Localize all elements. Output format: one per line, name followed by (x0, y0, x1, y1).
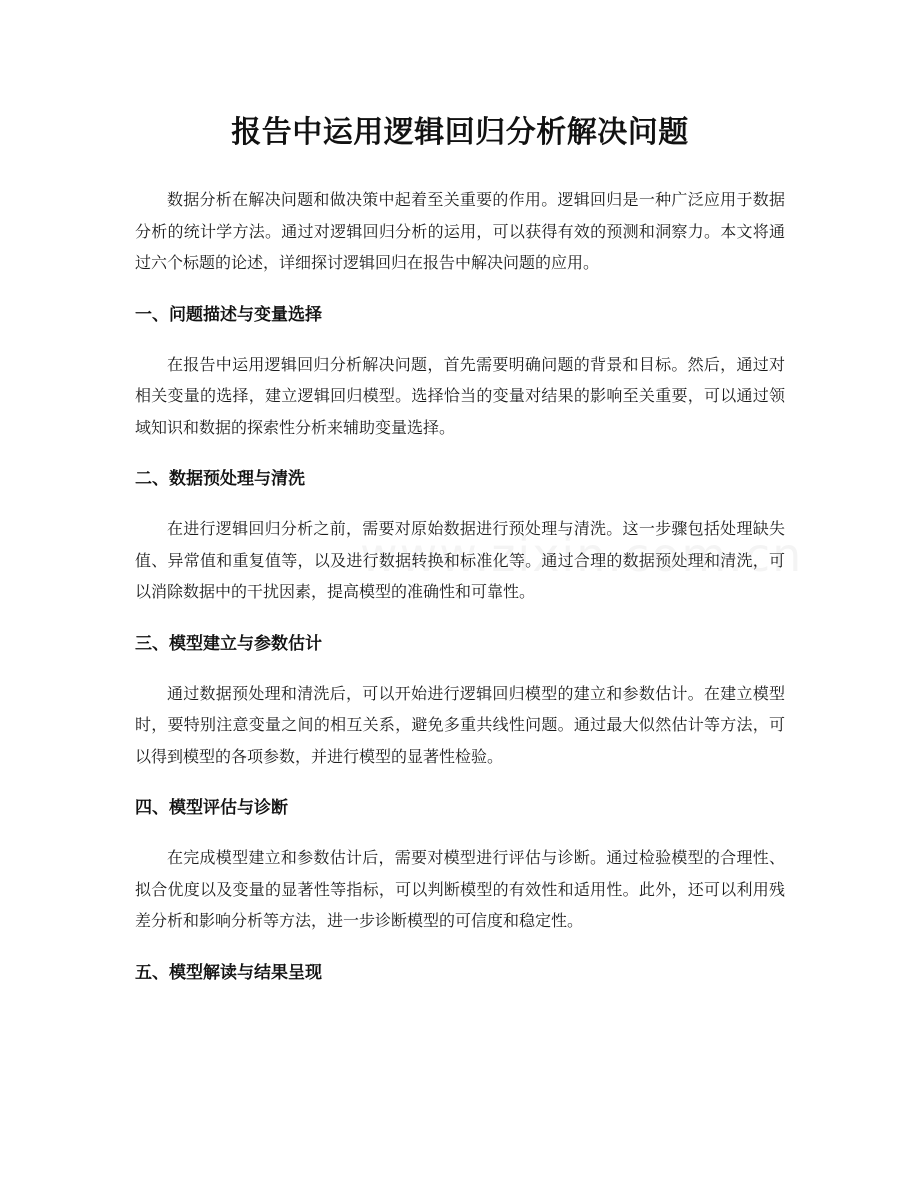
section-2 (135, 467, 785, 608)
section-body: 在完成模型建立和参数估计后，需要对模型进行评估与诊断。通过检验模型的合理性、拟合优度以及变量的显著性等指标，可以判断模型的有效性和适用性。此外，还可以利用残差分析和影响分析等方法，进一步诊断模型的可信度和稳定性。 (135, 848, 785, 930)
section-heading: 三、模型建立与参数估计 (135, 633, 322, 654)
section-heading: 一、问题描述与变量选择 (135, 304, 322, 325)
document-page (135, 0, 785, 985)
section-heading: 五、模型解读与结果呈现 (135, 962, 322, 983)
document-title: 报告中运用逻辑回归分析解决问题 (231, 115, 689, 150)
section-body: 在报告中运用逻辑回归分析解决问题，首先需要明确问题的背景和目标。然后，通过对相关变量的选择，建立逻辑回归模型。选择恰当的变量对结果的影响至关重要，可以通过领域知识和数据的探索性分析来辅助变量选择。 (135, 354, 785, 437)
section-heading: 四、模型评估与诊断 (135, 798, 288, 818)
intro-paragraph: 数据分析在解决问题和做决策中起着至关重要的作用。逻辑回归是一种广泛应用于数据分析的统计学方法。通过对逻辑回归分析的运用，可以获得有效的预测和洞察力。本文将通过六个标题的论述，详细探讨逻辑回归在报告中解决问题的应用。 (135, 190, 785, 272)
section-5 (135, 961, 785, 985)
section-1 (135, 303, 785, 444)
section-heading: 二、数据预处理与清洗 (135, 469, 305, 489)
section-body: 在进行逻辑回归分析之前，需要对原始数据进行预处理与清洗。这一步骤包括处理缺失值、异常值和重复值等，以及进行数据转换和标准化等。通过合理的数据预处理和清洗，可以消除数据中的干扰因素，提高模型的准确性和可靠性。 (135, 519, 785, 601)
section-4 (135, 796, 785, 937)
section-body: 通过数据预处理和清洗后，可以开始进行逻辑回归模型的建立和参数估计。在建立模型时，要特别注意变量之间的相互关系，避免多重共线性问题。通过最大似然估计等方法，可以得到模型的各项参数，并进行模型的显著性检验。 (135, 683, 785, 766)
section-3 (135, 632, 785, 773)
